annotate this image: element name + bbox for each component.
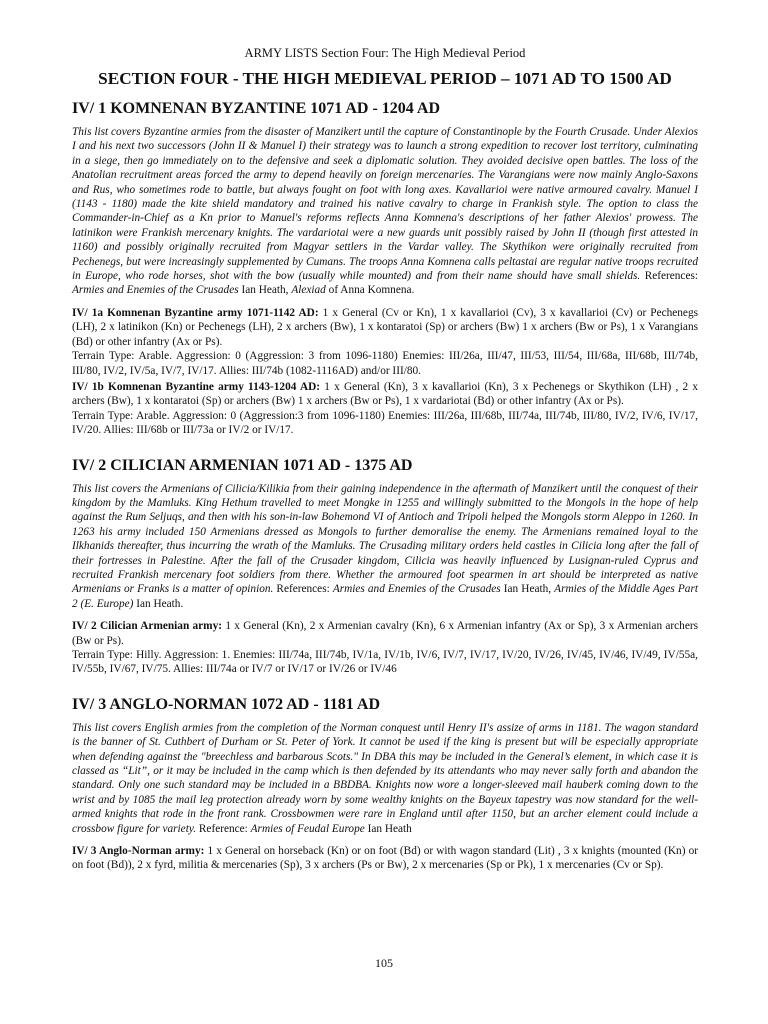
list-heading-iv2: IV/ 2 CILICIAN ARMENIAN 1071 AD - 1375 AD bbox=[72, 456, 413, 474]
page-number: 105 bbox=[375, 956, 393, 970]
list-heading-iv3: IV/ 3 ANGLO-NORMAN 1072 AD - 1181 AD bbox=[72, 695, 381, 713]
army-list-iv3: IV/ 3 Anglo-Norman army: 1 x General on horseback (Kn) or on foot (Bd) or with wagon standard (Lit) , 3 x knights (mounted (Kn) or on foot (Bd)), 2 x fyrd, militia & mercenaries (Sp), 3 x archers (Ps or Bw), 2 x mercenaries (Sp or Pk), 1 x mercenaries (Cv or Sp). bbox=[72, 845, 698, 872]
army-list-iv2: IV/ 2 Cilician Armenian army: 1 x General (Kn), 2 x Armenian cavalry (Kn), 6 x Armenian infantry (Ax or Sp), 3 x Armenian archers (Bw or Ps). bbox=[72, 620, 699, 647]
section-title: SECTION FOUR - THE HIGH MEDIEVAL PERIOD – 1071 AD TO 1500 AD bbox=[98, 69, 672, 88]
list-heading-iv1: IV/ 1 KOMNENAN BYZANTINE 1071 AD - 1204 AD bbox=[72, 100, 441, 117]
running-head: ARMY LISTS Section Four: The High Medieval Period bbox=[244, 46, 526, 60]
page-body bbox=[72, 46, 698, 873]
army-terrain-iv1a: Terrain Type: Arable. Aggression: 0 (Aggression: 3 from 1096-1180) Enemies: III/26a, III/47, III/53, III/54, III/68a, III/68b, III/74b, III/80, IV/2, IV/5a, IV/7, IV/17. Allies: III/74b (1082-1116AD) and/or III/80. bbox=[72, 350, 698, 377]
army-terrain-iv1b: Terrain Type: Arable. Aggression: 0 (Aggression:3 from 1096-1180) Enemies: III/26a, III/68b, III/74a, III/74b, III/80, IV/2, IV/6, IV/17, IV/20. Allies: III/68b or III/73a or IV/2 or IV/17. bbox=[72, 409, 698, 437]
army-list-iv1a: IV/ 1a Komnenan Byzantine army 1071-1142 AD: 1 x General (Cv or Kn), 1 x kavallarioi (Cv), 3 x kavallarioi (Cv) or Pechenegs (LH), 2 x latinikon (Kn) or Pechenegs (LH), 2 x archers (Bw), 1 x kontaratoi (Sp) or archers (Bw) 1 x archers (Bw or Ps), 1 x Varangians (Bd) or other infantry (Ax or Ps). bbox=[72, 306, 698, 348]
army-terrain-iv2: Terrain Type: Hilly. Aggression: 1. Enemies: III/74a, III/74b, IV/1a, IV/1b, IV/6, IV/7, IV/17, IV/20, IV/26, IV/45, IV/46, IV/49, IV/55a, IV/55b, IV/67, IV/75. Allies: III/74a or IV/7 or IV/17 or IV/26 or IV/46 bbox=[72, 649, 698, 676]
army-list-iv1b: IV/ 1b Komnenan Byzantine army 1143-1204 AD: 1 x General (Kn), 3 x kavallarioi (Kn), 3 x Pechenegs or Skythikon (LH) , 2 x archers (Bw), 1 x kontaratoi (Sp) or archers (Bw) 1 x archers (Bw or Ps), 1 x vardariotai (Bd) or other infantry (Ax or Ps). bbox=[72, 380, 699, 408]
list-intro-iv1: This list covers Byzantine armies from the disaster of Manzikert until the capture of Constantinople by the Fourth Crusade. Under Alexios I and his next two successors (John II & Manuel I) their strategy was to launch a strong expedition to recover lost territory, culminating in a siege, then go immediately on to the defensive and seek a diplomatic solution. They avoided decisive open battles. The loss of the Anatolian recruitment areas forced the army to depend heavily on foreign mercenaries. The Varangians were now mainly Anglo-Saxons and Rus, who sometimes rode to battle, but always fought on foot with long axes. Kavallarioi were native armoured cavalry. Manuel I (1143 - 1180) made the kite shield mandatory and trained his native cavalry to charge in Frankish style. The option to class the Commander-in-Chief as a Kn prior to Manuel's reforms reflects Anna Komnena's descriptions of her father Alexios' prowess. The latinikon were Frankish mercenary knights. The vardariotai were a new guards unit possibly raised by John II (though first attested in 1160) and possibly originally recruited from Magyar settlers in the Vardar valley. The Skythikon were originally recruited from Pechenegs, but were increasingly supplemented by Cumans. The troops Anna Komnena calls peltastai are regular native troops recruited in Europe, who rode horses, shot with the bow (usually while mounted) and from their name should have small shields. References: Armies and Enemies of the Crusades Ian Heath, Alexiad of Anna Komnena. bbox=[72, 126, 699, 297]
list-intro-iv2: This list covers the Armenians of Cilicia/Kilikia from their gaining independence in the aftermath of Manzikert until the conquest of their kingdom by the Mamluks. King Hethum travelled to meet Mongke in 1255 and willingly submitted to the Mongols in the hope of help against the Rum Seljuqs, and then with his son-in-law Bohemond VI of Antioch and Tripoli helped the Mongols storm Aleppo in 1260. In 1263 his army included 150 Armenians dressed as Mongols to further demoralise the enemy. The Armenians remained loyal to the Ilkhanids thereafter, thus incurring the wrath of the Mamluks. The Crusading military orders held castles in Cilicia long after the fall of their fortresses in Palestine. After the fall of the Crusader kingdom, Cilicia was heavily influenced by Lusignan-ruled Cyprus and recruited Frankish mercenary foot soldiers from there. Whether the armoured foot spearmen in art should be interpreted as native Armenians or Franks is a matter of opinion. References: Armies and Enemies of the Crusades Ian Heath, Armies of the Middle Ages Part 2 (E. Europe) Ian Heath. bbox=[72, 482, 698, 610]
list-intro-iv3: This list covers English armies from the completion of the Norman conquest until Henry II's assize of arms in 1181. The wagon standard is the banner of St. Cuthbert of Durham or St. Peter of York. It cannot be used if the king is present but will be especially appropriate when defending against the "breechless and barbarous Scots." In DBA this may be included in the General’s element, in which case it is classed as “Lit”, or it may be included in the camp which is then defended by its attendants who may never sally forth and abandon the standard. Only one such standard may be included in a BBDBA. Knights now wore a longer-sleeved mail hauberk coming down to the wrist and by 1085 the mail leg protection already worn by some wealthy knights on the Bayeux tapestry was now standard for the well-armed knights that rode in the front rank. Crossbowmen were rare in England until after 1150, but an archer element could include a crossbow figure for variety. Reference: Armies of Feudal Europe Ian Heath bbox=[72, 721, 698, 835]
